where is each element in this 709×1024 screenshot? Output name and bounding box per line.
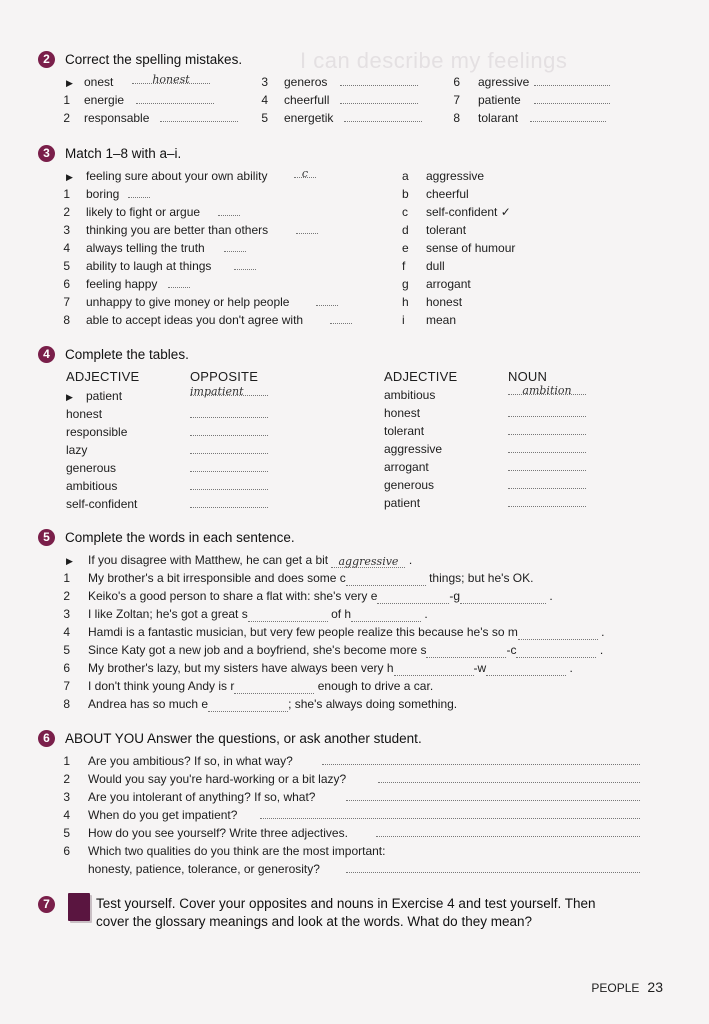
misspelled-word: tolarant [478,111,519,125]
answer-blank[interactable] [508,459,586,471]
answer-blank[interactable] [534,92,610,104]
table-row: aggressive [384,441,442,457]
answer-blank[interactable] [508,423,586,435]
misspelled-word: energetik [284,111,334,125]
exercise-number-badge: 6 [38,730,55,747]
list-item: c self-confident ✓ [402,205,511,219]
exercise-5-title: Complete the words in each sentence. [65,530,295,545]
misspelled-word: cheerfull [284,93,330,107]
answer-blank[interactable] [190,442,268,454]
answer-blank[interactable] [330,312,352,324]
answer-blank[interactable]: impatient [190,384,268,396]
answer-blank[interactable] [508,441,586,453]
list-item: h honest [402,295,463,309]
exercise-number-badge: 7 [38,896,55,913]
answer-blank[interactable] [316,294,338,306]
list-item: a aggressive [402,169,485,183]
answer-blank[interactable] [340,74,418,86]
column-header: ADJECTIVE [66,369,140,384]
answer-line[interactable] [376,825,640,837]
misspelled-word: generos [284,75,328,89]
answer-line[interactable] [346,789,640,801]
answer-line[interactable] [260,807,640,819]
table-row: honest [66,406,102,422]
exercise-3-title: Match 1–8 with a–i. [65,146,182,161]
answer-blank[interactable] [208,700,288,712]
exercise-number-badge: 3 [38,145,55,162]
page-footer [591,979,663,995]
arrow-bullet-icon: ▶ [66,172,73,182]
arrow-bullet-icon: ▶ [66,556,73,566]
misspelled-word: responsable [84,111,150,125]
answer-blank[interactable] [248,610,328,622]
table-row: patient [384,495,420,511]
answer-blank[interactable]: c [294,166,316,178]
answer-blank[interactable] [460,592,546,604]
column-header: NOUN [508,369,548,384]
page-number: 23 [647,979,663,995]
list-item: f dull [402,259,445,273]
answer-blank[interactable] [508,495,586,507]
answer-blank[interactable] [234,682,314,694]
list-item: e sense of humour [402,241,516,255]
answer-blank[interactable] [340,92,418,104]
answer-blank[interactable] [426,646,506,658]
answer-blank[interactable]: aggressive [331,554,405,568]
answer-blank[interactable]: honest [132,72,210,84]
answer-blank[interactable] [224,240,246,252]
table-row: responsible [66,424,127,440]
answer-blank[interactable] [190,478,268,490]
answer-line[interactable] [378,771,640,783]
exercise-number-badge: 5 [38,529,55,546]
answer-blank[interactable] [136,92,214,104]
answer-blank[interactable] [346,574,426,586]
list-item: b cheerful [402,187,469,201]
book-icon [68,893,90,921]
table-row: self-confident [66,496,137,512]
list-item: d tolerant [402,223,467,237]
table-row: tolerant [384,423,424,439]
table-row: honest [384,405,420,421]
answer-blank[interactable] [218,204,240,216]
table-row: generous [384,477,434,493]
table-row: arrogant [384,459,429,475]
answer-blank[interactable] [518,628,598,640]
answer-blank[interactable] [516,646,596,658]
table-row: ambitious [66,478,117,494]
answer-blank[interactable] [508,405,586,417]
table-row: lazy [66,442,87,458]
answer-blank[interactable] [128,186,150,198]
answer-blank[interactable] [190,460,268,472]
exercise-2-title: Correct the spelling mistakes. [65,52,243,67]
list-item: g arrogant [402,277,471,291]
list-item: i mean [402,313,457,327]
answer-blank[interactable] [168,276,190,288]
answer-blank[interactable] [530,110,606,122]
column-header: OPPOSITE [190,369,259,384]
answer-line[interactable] [322,753,640,765]
misspelled-word: patiente [478,93,521,107]
table-row: generous [66,460,116,476]
arrow-bullet-icon: ▶ [66,392,73,402]
answer-blank[interactable] [234,258,256,270]
answer-blank[interactable] [351,610,421,622]
answer-blank[interactable] [486,664,566,676]
misspelled-word: energie [84,93,125,107]
answer-blank[interactable] [534,74,610,86]
misspelled-word: onest [84,75,114,89]
answer-blank[interactable] [190,406,268,418]
exercise-number-badge: 2 [38,51,55,68]
answer-blank[interactable] [190,496,268,508]
exercise-number-badge: 4 [38,346,55,363]
bleed-through-heading: I can describe my feelings [300,48,568,73]
exercise-7-instructions: Test yourself. Cover your opposites and nouns in Exercise 4 and test yourself. Then cover the glossary meanings and look at the words. What do they mean? [96,896,596,929]
answer-blank[interactable] [394,664,474,676]
section-label: PEOPLE [591,981,640,995]
arrow-bullet-icon: ▶ [66,78,73,88]
exercise-4-title: Complete the tables. [65,347,189,362]
exercise-6-title: ABOUT YOU Answer the questions, or ask another student. [65,731,422,746]
table-row: ambitious ambition [384,387,435,403]
answer-blank[interactable] [190,424,268,436]
answer-blank[interactable] [377,592,449,604]
column-header: ADJECTIVE [384,369,458,384]
answer-blank[interactable] [296,222,318,234]
answer-blank[interactable] [508,477,586,489]
answer-blank[interactable]: ambition [508,383,586,395]
misspelled-word: agressive [478,75,530,89]
answer-line[interactable] [346,861,640,873]
answer-blank[interactable] [344,110,422,122]
answer-blank[interactable] [160,110,238,122]
